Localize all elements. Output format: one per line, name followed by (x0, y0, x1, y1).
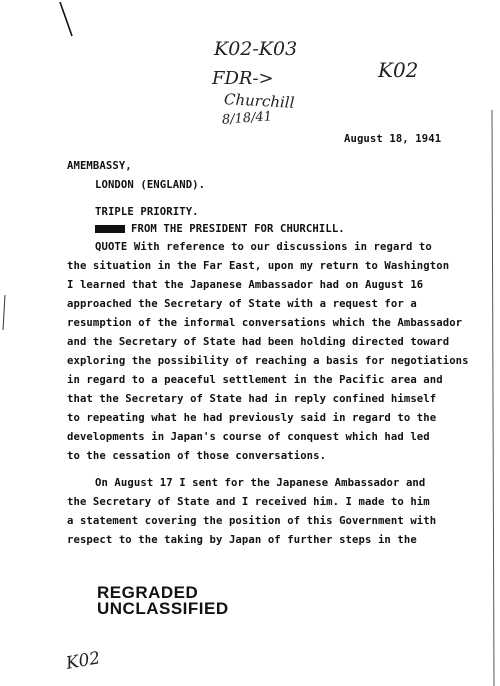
handwritten-file-reference: K02-K03 (214, 38, 298, 60)
body-line: in regard to a peaceful settlement in the Pacific area and (67, 374, 443, 386)
regraded-stamp-line-1: REGRADED (97, 583, 199, 602)
top-left-fold-mark (60, 2, 72, 36)
body-line: that the Secretary of State had in reply confined himself (67, 393, 437, 405)
handwritten-routing-recipient: Churchill (223, 90, 295, 112)
body-line: developments in Japan's course of conquest which had led (67, 431, 430, 443)
regraded-stamp-line-2: UNCLASSIFIED (97, 599, 229, 618)
body-line: to the cessation of those conversations. (67, 450, 327, 462)
address-line-2: LONDON (ENGLAND). (95, 179, 206, 191)
left-edge-mark (3, 295, 5, 330)
body-line: a statement covering the position of this Government with (67, 515, 437, 527)
redaction-bar (95, 225, 125, 233)
handwritten-routing-date: 8/18/41 (221, 109, 273, 128)
letter-date: August 18, 1941 (344, 133, 442, 145)
priority-line: TRIPLE PRIORITY. (95, 206, 199, 218)
address-line-1: AMEMBASSY, (67, 160, 132, 172)
body-line: QUOTE With reference to our discussions in regard to (95, 241, 432, 253)
body-line: to repeating what he had previously said in regard to the (67, 412, 437, 424)
handwritten-routing-from: FDR-> (212, 68, 274, 89)
body-line: respect to the taking by Japan of further steps in the (67, 534, 417, 546)
body-line: and the Secretary of State had been holding directed toward (67, 336, 450, 348)
body-line: the situation in the Far East, upon my return to Washington (67, 260, 450, 272)
right-edge-line (492, 110, 494, 686)
from-line (95, 222, 345, 236)
body-line: the Secretary of State and I received him. I made to him (67, 496, 430, 508)
body-line: resumption of the informal conversations which the Ambassador (67, 317, 463, 329)
handwritten-bottom-code: K02 (64, 648, 102, 674)
body-line: I learned that the Japanese Ambassador had on August 16 (67, 279, 424, 291)
body-line: approached the Secretary of State with a request for a (67, 298, 417, 310)
body-line: exploring the possibility of reaching a basis for negotiations (67, 355, 469, 367)
body-line: On August 17 I sent for the Japanese Ambassador and (95, 477, 426, 489)
handwritten-folder-code: K02 (378, 58, 419, 82)
from-line-text: FROM THE PRESIDENT FOR CHURCHILL. (131, 223, 345, 235)
